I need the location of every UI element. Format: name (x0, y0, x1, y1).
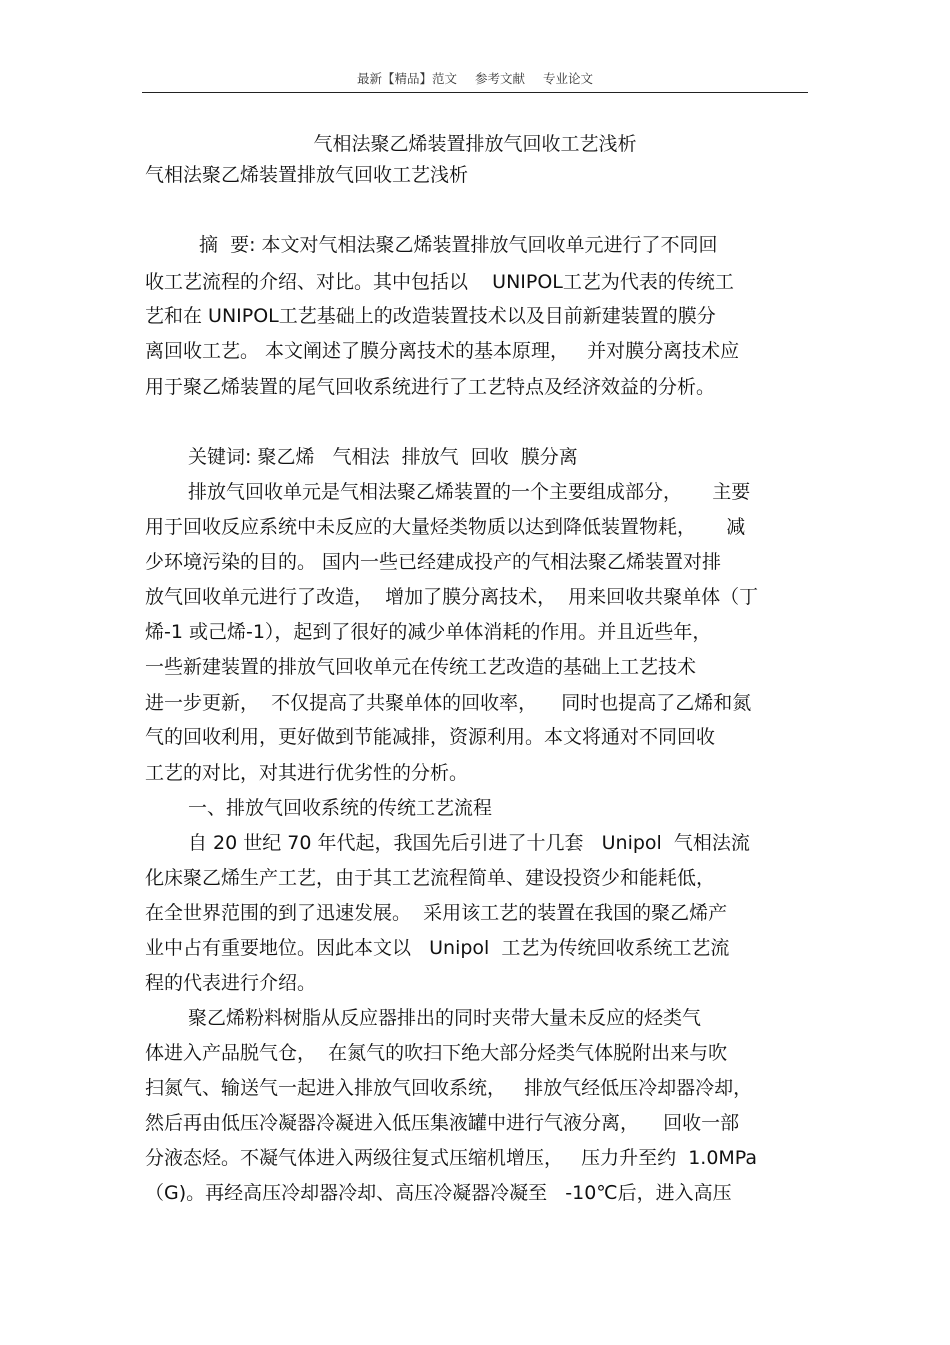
header-item-2: 参考文献 (474, 71, 525, 86)
text-line: 扫氮气、输送气一起进入排放气回收系统， 排放气经低压冷却器冷却， (145, 1077, 753, 1099)
text-line: 收工艺流程的介绍、对比。其中包括以 UNIPOL工艺为代表的传统工 (145, 271, 734, 293)
text-line: 摘 要: 本文对气相法聚乙烯装置排放气回收单元进行了不同回 (199, 234, 718, 256)
text-line: 离回收工艺。 本文阐述了膜分离技术的基本原理， 并对膜分离技术应 (145, 340, 740, 362)
header-item-3: 专业论文 (542, 71, 593, 86)
text-line: 业中占有重要地位。因此本文以 Unipol 工艺为传统回收系统工艺流 (145, 937, 730, 959)
text-line: 烯-1 或己烯-1），起到了很好的减少单体消耗的作用。并且近些年， (145, 621, 712, 643)
text-line: 聚乙烯粉料树脂从反应器排出的同时夹带大量未反应的烃类气 (188, 1007, 702, 1029)
text-line: 排放气回收单元是气相法聚乙烯装置的一个主要组成部分， 主要 (188, 481, 751, 503)
text-line: 关键词: 聚乙烯 气相法 排放气 回收 膜分离 (188, 446, 578, 468)
text-line: 在全世界范围的到了迅速发展。 采用该工艺的装置在我国的聚乙烯产 (145, 902, 728, 924)
text-line: 体进入产品脱气仓， 在氮气的吹扫下绝大部分烃类气体脱附出来与吹 (145, 1042, 728, 1064)
text-line: 少环境污染的目的。 国内一些已经建成投产的气相法聚乙烯装置对排 (145, 551, 722, 573)
document-title: 气相法聚乙烯装置排放气回收工艺浅析 (313, 133, 637, 155)
text-line: 用于回收反应系统中未反应的大量烃类物质以达到降低装置物耗， 减 (145, 516, 746, 538)
text-line: 放气回收单元进行了改造， 增加了膜分离技术， 用来回收共聚单体（丁 (145, 586, 759, 608)
text-line: 工艺的对比，对其进行优劣性的分析。 (145, 762, 469, 784)
text-line: 化床聚乙烯生产工艺，由于其工艺流程简单、建设投资少和能耗低， (145, 867, 716, 889)
text-line: 然后再由低压冷凝器冷凝进入低压集液罐中进行气液分离， 回收一部 (145, 1112, 740, 1134)
text-line: 艺和在 UNIPOL工艺基础上的改造装置技术以及目前新建装置的膜分 (145, 305, 716, 327)
text-line: 一些新建装置的排放气回收单元在传统工艺改造的基础上工艺技术 (145, 656, 697, 678)
page-header (0, 69, 950, 87)
text-line: （G)。再经高压冷却器冷却、高压冷凝器冷凝至 -10℃后，进入高压 (145, 1182, 732, 1204)
text-line: 用于聚乙烯装置的尾气回收系统进行了工艺特点及经济效益的分析。 (145, 376, 716, 398)
text-line: 气的回收利用，更好做到节能减排，资源利用。本文将通对不同回收 (145, 726, 716, 748)
text-line: 分液态烃。不凝气体进入两级往复式压缩机增压， 压力升至约 1.0MPa (145, 1147, 758, 1169)
header-item-1: 最新【精品】范文 (356, 71, 457, 86)
text-line: 一、排放气回收系统的传统工艺流程 (188, 797, 493, 819)
text-line: 进一步更新， 不仅提高了共聚单体的回收率， 同时也提高了乙烯和氮 (145, 692, 752, 714)
text-line: 程的代表进行介绍。 (145, 972, 317, 994)
text-line: 自 20 世纪 70 年代起，我国先后引进了十几套 Unipol 气相法流 (188, 832, 750, 854)
header-rule (142, 92, 808, 93)
text-line: 气相法聚乙烯装置排放气回收工艺浅析 (145, 164, 469, 186)
